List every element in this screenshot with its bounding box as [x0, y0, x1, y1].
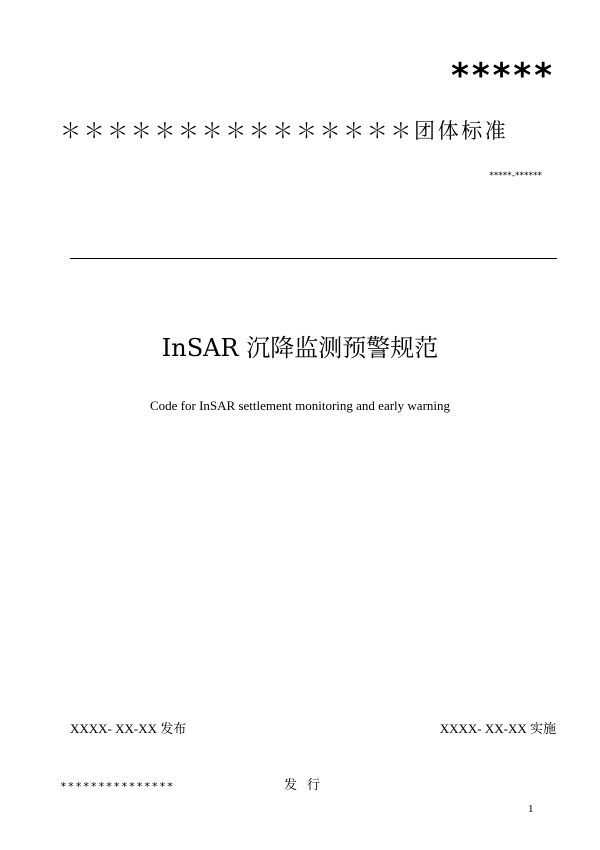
implementation-date: XXXX- XX-XX 实施 — [439, 721, 556, 736]
standard-type-heading: ＊＊＊＊＊＊＊＊＊＊＊＊＊＊＊团体标准 — [60, 119, 509, 143]
document-title-chinese: InSAR 沉降监测预警规范 — [161, 334, 439, 362]
publish-date: XXXX- XX-XX 发布 — [70, 721, 187, 736]
issue-label: 发行 — [284, 778, 331, 793]
header-divider — [70, 258, 557, 259]
standard-number: *****-****** — [489, 171, 542, 181]
issuing-organization: *************** — [60, 780, 175, 793]
page-number: 1 — [528, 803, 534, 815]
document-title-english: Code for InSAR settlement monitoring and early warning — [149, 398, 451, 413]
organization-logo-text: ***** — [451, 56, 555, 96]
